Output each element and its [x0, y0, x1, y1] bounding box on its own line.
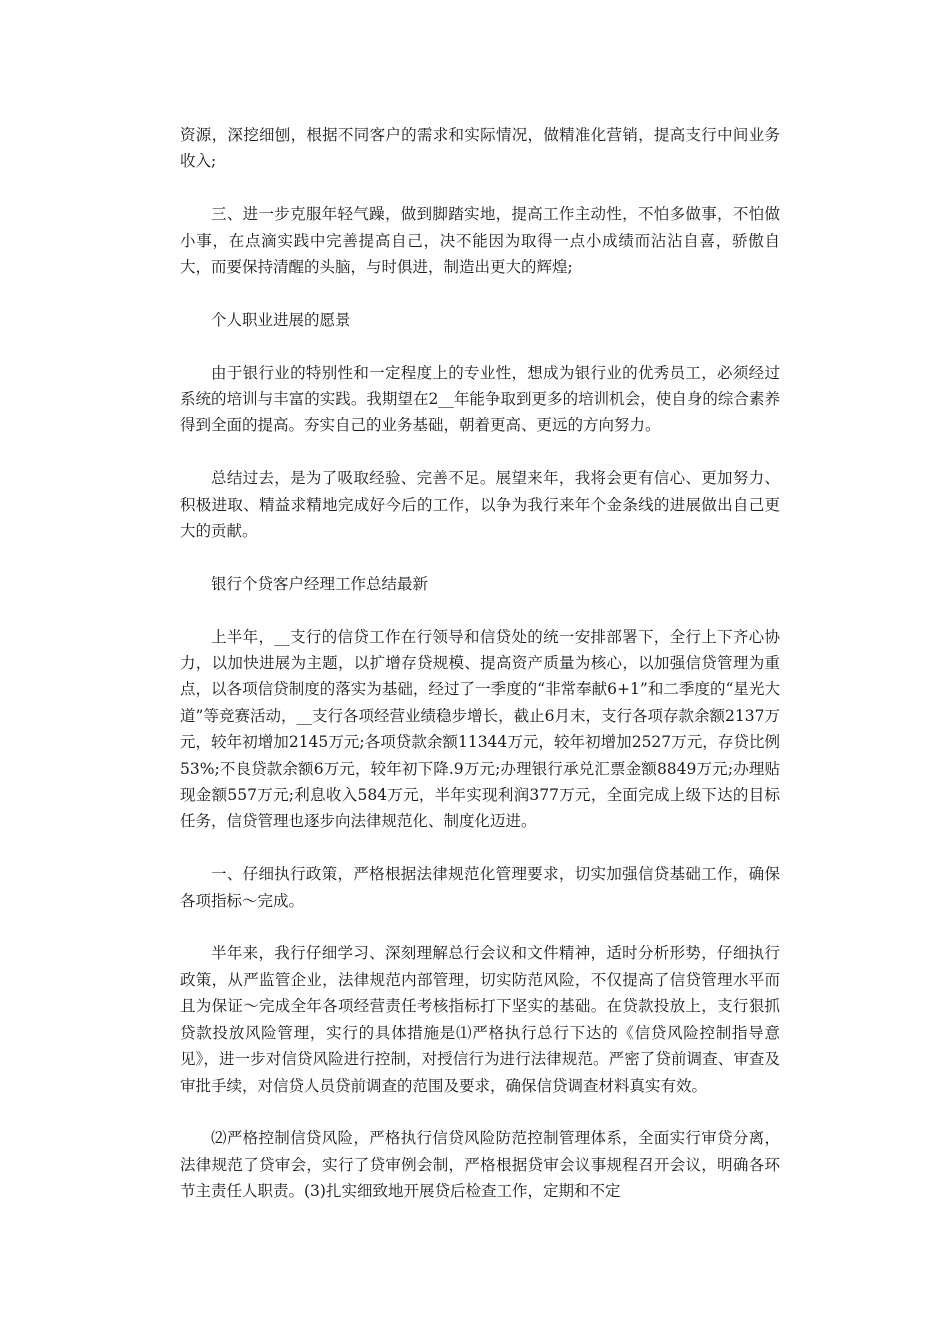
section-heading-career-vision: 个人职业进展的愿景 — [211, 310, 351, 329]
paragraph-4: 由于银行业的特别性和一定程度上的专业性，想成为银行业的优秀员工，必须经过系统的培训与丰富的实践。我期望在2__年能争取到更多的培训机会，使自身的综合素养得到全面的提高。夯实自己的业务基础，朝着更高、更远的方向努力。 — [180, 363, 780, 435]
section-heading-loan-manager-summary: 银行个贷客户经理工作总结最新 — [211, 574, 429, 593]
paragraph-5: 总结过去，是为了吸取经验、完善不足。展望来年，我将会更有信心、更加努力、积极进取、精益求精地完成好今后的工作，以争为我行来年个金条线的进展做出自己更大的贡献。 — [180, 469, 780, 541]
paragraph-1: 资源，深挖细刨，根据不同客户的需求和实际情况，做精准化营销，提高支行中间业务收入; — [180, 126, 780, 171]
paragraph-7: 上半年，__支行的信贷工作在行领导和信贷处的统一安排部署下，全行上下齐心协力，以加快进展为主题，以扩增存贷规模、提高资产质量为核心，以加强信贷管理为重点，以各项信贷制度的落实为基础，经过了一季度的“非常奉献6+1”和二季度的“星光大道”等竞赛活动，__支行各项经营业绩稳步增长，截止6月末，支行各项存款余额2137万元，较年初增加2145万元;各项贷款余额11344万元，较年初增加2527万元，存贷比例53%;不良贷款余额6万元，较年初下降.9万元;办理银行承兑汇票金额8849万元;办理贴现金额557万元;利息收入584万元，半年实现利润377万元，全面完成上级下达的目标任务，信贷管理也逐步向法律规范化、制度化迈进。 — [180, 627, 780, 831]
paragraph-2: 三、进一步克服年轻气躁，做到脚踏实地，提高工作主动性，不怕多做事，不怕做小事，在点滴实践中完善提高自己，决不能因为取得一点小成绩而沾沾自喜，骄傲自大，而要保持清醒的头脑，与时俱进，制造出更大的辉煌; — [180, 205, 780, 277]
paragraph-8: 一、仔细执行政策，严格根据法律规范化管理要求，切实加强信贷基础工作，确保各项指标～完成。 — [180, 865, 780, 910]
paragraph-10: ⑵严格控制信贷风险，严格执行信贷风险防范控制管理体系，全面实行审贷分离，法律规范了贷审会，实行了贷审例会制，严格根据贷审会议事规程召开会议，明确各环节主责任人职责。(3)扎实细致地开展贷后检查工作，定期和不定 — [180, 1129, 780, 1201]
document-page — [180, 122, 780, 1231]
paragraph-9: 半年来，我行仔细学习、深刻理解总行会议和文件精神，适时分析形势，仔细执行政策，从严监管企业，法律规范内部管理，切实防范风险，不仅提高了信贷管理水平而且为保证～完成全年各项经营责任考核指标打下坚实的基础。在贷款投放上，支行狠抓贷款投放风险管理，实行的具体措施是⑴严格执行总行下达的《信贷风险控制指导意见》，进一步对信贷风险进行控制，对授信行为进行法律规范。严密了贷前调查、审查及审批手续，对信贷人员贷前调查的范围及要求，确保信贷调查材料真实有效。 — [180, 944, 780, 1095]
